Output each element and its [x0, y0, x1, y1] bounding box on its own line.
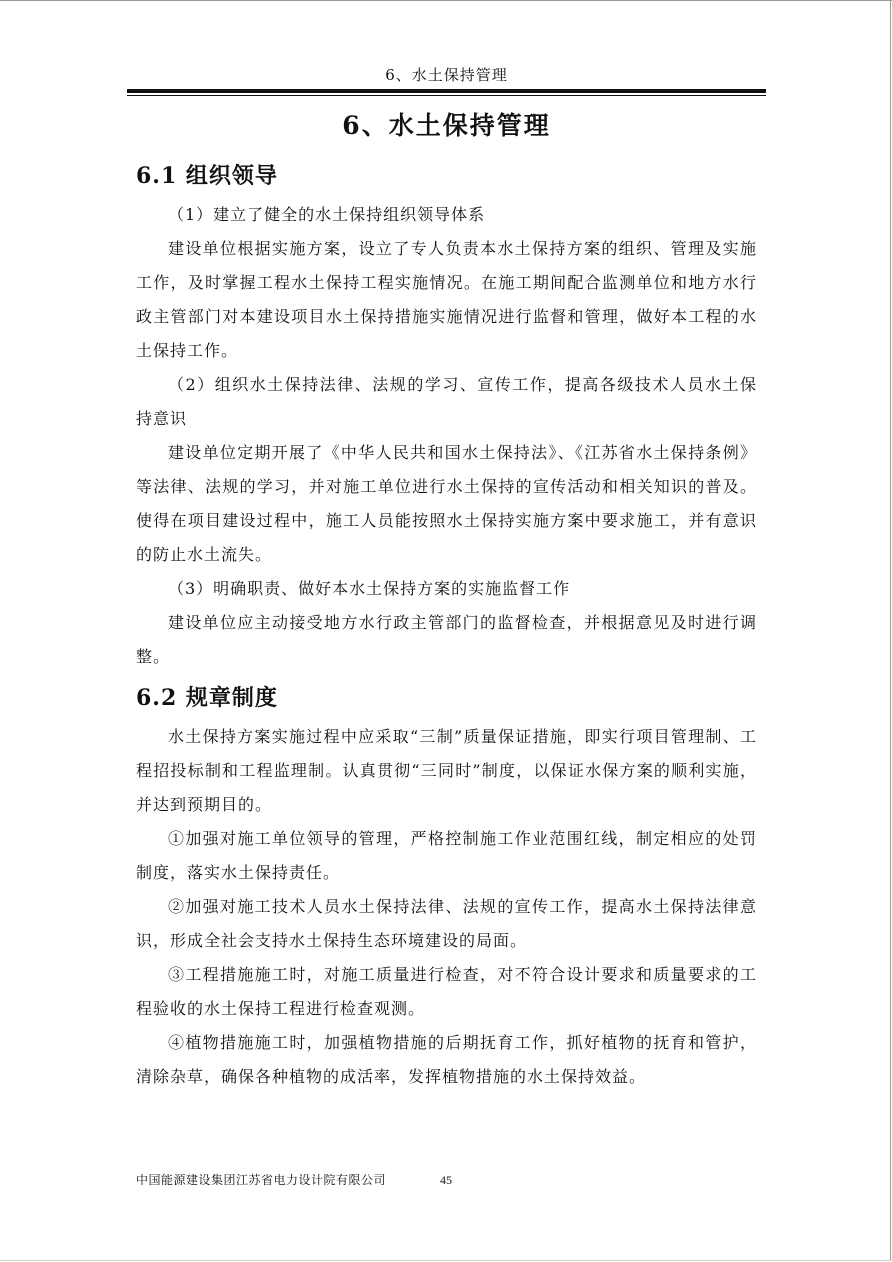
footer-organization: 中国能源建设集团江苏省电力设计院有限公司 [136, 1173, 387, 1187]
paragraph: （3）明确职责、做好本水土保持方案的实施监督工作 [168, 579, 571, 598]
paragraph: ②加强对施工技术人员水土保持法律、法规的宣传工作，提高水土保持法律意识，形成全社会支持水土保持生态环境建设的局面。 [136, 897, 757, 950]
running-header: 6、水土保持管理 [385, 66, 508, 84]
section-heading: 6.2 规章制度 [136, 685, 278, 711]
paragraph: 建设单位应主动接受地方水行政主管部门的监督检查，并根据意见及时进行调整。 [136, 613, 757, 666]
page-title: 6、水土保持管理 [342, 111, 551, 140]
footer-page-number: 45 [440, 1173, 452, 1187]
paragraph: 水土保持方案实施过程中应采取“三制”质量保证措施，即实行项目管理制、工程招投标制和工程监理制。认真贯彻“三同时”制度，以保证水保方案的顺利实施，并达到预期目的。 [136, 727, 757, 814]
section-heading: 6.1 组织领导 [136, 163, 278, 189]
paragraph: 建设单位根据实施方案，设立了专人负责本水土保持方案的组织、管理及实施工作，及时掌握工程水土保持工程实施情况。在施工期间配合监测单位和地方水行政主管部门对本建设项目水土保持措施实施情况进行监督和管理，做好本工程的水土保持工作。 [136, 239, 757, 360]
paragraph: ①加强对施工单位领导的管理，严格控制施工作业范围红线，制定相应的处罚制度，落实水土保持责任。 [136, 829, 757, 882]
document-body [136, 156, 757, 1094]
paragraph: ③工程措施施工时，对施工质量进行检查，对不符合设计要求和质量要求的工程验收的水土保持工程进行检查观测。 [136, 965, 757, 1018]
paragraph: （1）建立了健全的水土保持组织领导体系 [168, 205, 486, 224]
paragraph: ④植物措施施工时，加强植物措施的后期抚育工作，抓好植物的抚育和管护，清除杂草，确保各种植物的成活率，发挥植物措施的水土保持效益。 [136, 1033, 757, 1086]
section-organization [136, 160, 757, 674]
header-rule-thick [127, 89, 766, 93]
paragraph: （2）组织水土保持法律、法规的学习、宣传工作，提高各级技术人员水土保持意识 [136, 375, 757, 428]
section-regulations [136, 682, 757, 1094]
header-rule-thin [127, 95, 766, 96]
paragraph: 建设单位定期开展了《中华人民共和国水土保持法》、《江苏省水土保持条例》等法律、法规的学习，并对施工单位进行水土保持的宣传活动和相关知识的普及。使得在项目建设过程中，施工人员能按照水土保持实施方案中要求施工，并有意识的防止水土流失。 [136, 443, 757, 564]
